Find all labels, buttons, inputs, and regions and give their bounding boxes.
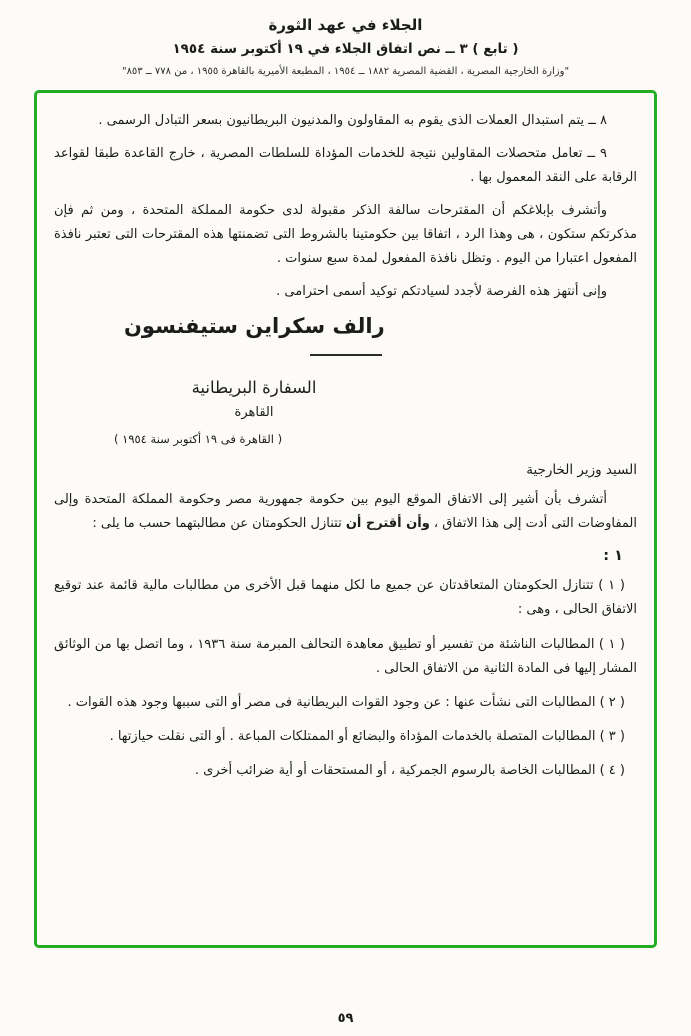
claim-item-2: ( ٢ ) المطالبات التى نشأت عنها : عن وجود القوات البريطانية فى مصر أو التى سببها وجود هذه القوات . — [67, 694, 625, 710]
section-divider — [310, 354, 382, 356]
document-title: الجلاء في عهد الثورة — [268, 16, 423, 34]
intro-paragraph — [54, 488, 637, 536]
letter-frame — [34, 90, 657, 948]
claim-item-4: ( ٤ ) المطالبات الخاصة بالرسوم الجمركية ، أو المستحقات أو أية ضرائب أخرى . — [194, 762, 625, 778]
salutation: السيد وزير الخارجية — [526, 462, 637, 479]
embassy-heading: السفارة البريطانية — [191, 378, 317, 398]
page-header — [34, 16, 657, 77]
paragraph-8: ٨ ــ يتم استبدال العملات الذى يقوم به المقاولون والمدنيون البريطانيون بسعر التبادل الرسمى . — [98, 113, 607, 128]
page-number: ٥٩ — [337, 1011, 354, 1026]
intro-text-end: تتنازل الحكومتان عن مطالبتهما حسب ما يلى : — [92, 516, 346, 532]
embassy-city: القاهرة — [234, 405, 274, 421]
closing-paragraph: وإنى أنتهز هذه الفرصة لأجدد لسيادتكم توكيد أسمى احترامى . — [276, 284, 607, 300]
document-subtitle: ( تابع ) ٣ ــ نص اتفاق الجلاء في ١٩ أكتوبر سنة ١٩٥٤ — [172, 41, 519, 57]
paragraph-9: ٩ ــ تعامل متحصلات المقاولين نتيجة للخدمات المؤداة للسلطات المصرية ، خارج القاعدة طبقا لقواعد الرقابة على النقد المعمول بها . — [54, 146, 637, 186]
source-citation: "وزارة الخارجية المصرية ، القضية المصرية ١٨٨٢ ــ ١٩٥٤ ، المطبعة الأميرية بالقاهرة ١٩٥٥ ، من ٧٧٨ ــ ٨٥٣" — [121, 66, 570, 77]
claim-item-1: ( ١ ) المطالبات الناشئة من تفسير أو تطبيق معاهدة التحالف المبرمة سنة ١٩٣٦ ، وما اتصل بها من الوثائق المشار إليها فى المادة الثانية من الاتفاق الحالى . — [54, 636, 637, 676]
embassy-block — [149, 378, 359, 420]
acceptance-paragraph: وأتشرف بإبلاغكم أن المقترحات سالفة الذكر مقبولة لدى حكومة المملكة المتحدة ، ومن ثم فإن مذكرتكم ستكون ، هى وهذا الرد ، اتفاقا بين حكومتينا بالشروط التى تضمنتها هذه المقترحات التى تعتبر نافذة المفعول اعتبارا من اليوم . وتظل نافذة المفعول لمدة سبع سنوات . — [54, 203, 637, 267]
letter-date: ( القاهرة فى ١٩ أكتوبر سنة ١٩٥٤ ) — [114, 432, 283, 447]
signature: رالف سكراين ستيفنسون — [124, 314, 385, 339]
intro-text-start: أتشرف بأن أشير إلى الاتفاق الموقع اليوم بين حكومة جمهورية مصر وحكومة المملكة المتحدة وإلى المفاوضات التى أدت إلى هذا الاتفاق ، — [54, 492, 637, 532]
section-number: ١ : — [603, 548, 623, 565]
claim-item-3: ( ٣ ) المطالبات المتصلة بالخدمات المؤداة والبضائع أو الممتلكات المباعة . أو التى نقلت حيازتها . — [109, 728, 625, 744]
intro-text-bold: وأن أقترح أن — [345, 516, 430, 532]
claim-item-main: ( ١ ) تتنازل الحكومتان المتعاقدتان عن جميع ما لكل منهما قبل الأخرى من مطالبات مالية قائمة عند توقيع الاتفاق الحالى ، وهى : — [54, 578, 637, 618]
